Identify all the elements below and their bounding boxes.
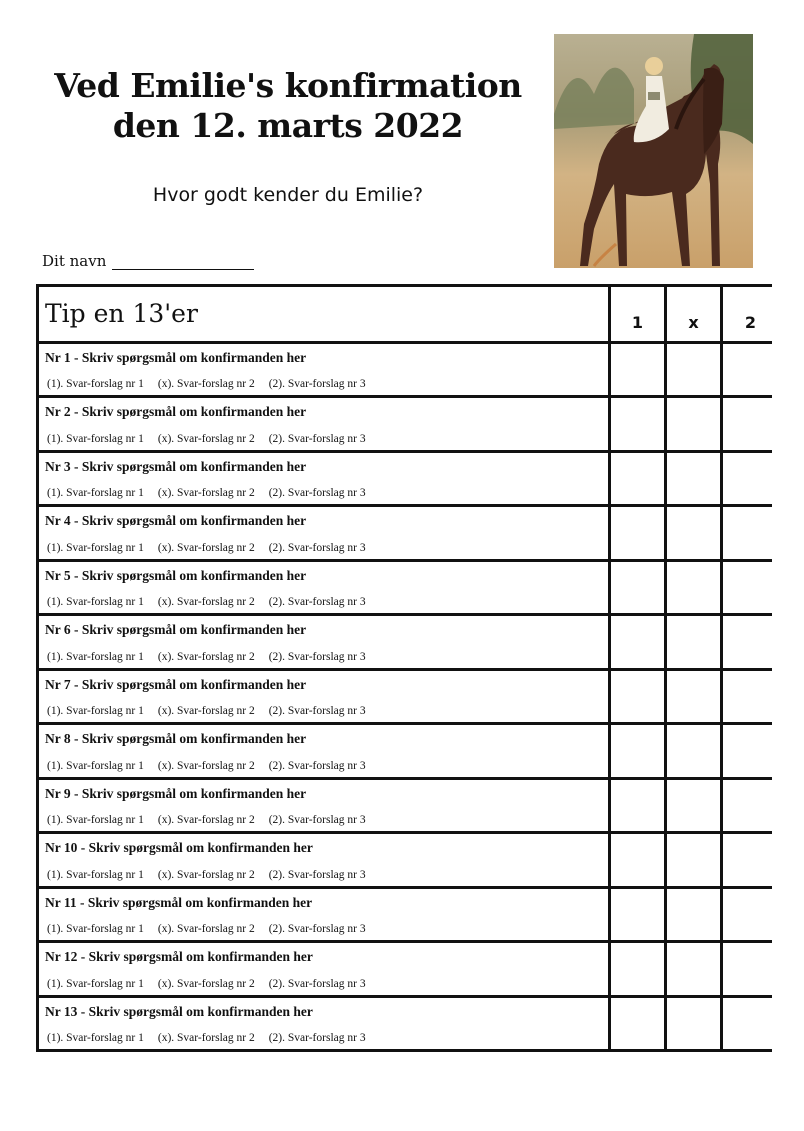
answer-box-x[interactable]	[667, 398, 720, 449]
answer-box-2[interactable]	[723, 834, 778, 885]
option-1: (1). Svar-forslag nr 1	[47, 977, 144, 990]
answer-box-1[interactable]	[611, 507, 664, 558]
answer-box-1[interactable]	[611, 562, 664, 613]
option-x: (x). Svar-forslag nr 2	[157, 977, 255, 990]
option-x: (x). Svar-forslag nr 2	[157, 650, 255, 663]
option-2: (2). Svar-forslag nr 3	[268, 1032, 366, 1044]
option-2: (2). Svar-forslag nr 3	[268, 487, 366, 500]
answer-box-1[interactable]	[611, 889, 664, 940]
question-text: Nr 5 - Skriv spørgsmål om konfirmanden her	[45, 567, 307, 583]
answer-box-2[interactable]	[723, 344, 778, 395]
answer-box-x[interactable]	[667, 616, 720, 667]
answer-box-1[interactable]	[611, 616, 664, 667]
option-2: (2). Svar-forslag nr 3	[268, 759, 366, 772]
answer-box-1[interactable]	[611, 943, 664, 994]
option-2: (2). Svar-forslag nr 3	[268, 705, 366, 718]
col-header-2: 2	[723, 287, 778, 341]
option-x: (x). Svar-forslag nr 2	[157, 923, 255, 936]
answer-box-2[interactable]	[723, 453, 778, 504]
answer-box-x[interactable]	[667, 507, 720, 558]
option-1: (1). Svar-forslag nr 1	[47, 378, 144, 391]
option-x: (x). Svar-forslag nr 2	[157, 868, 255, 881]
option-2: (2). Svar-forslag nr 3	[268, 650, 366, 663]
option-x: (x). Svar-forslag nr 2	[157, 596, 255, 609]
answer-box-2[interactable]	[723, 507, 778, 558]
option-1: (1). Svar-forslag nr 1	[47, 1032, 144, 1044]
option-x: (x). Svar-forslag nr 2	[157, 541, 255, 554]
option-2: (2). Svar-forslag nr 3	[268, 596, 366, 609]
option-x: (x). Svar-forslag nr 2	[157, 814, 255, 827]
answer-box-x[interactable]	[667, 889, 720, 940]
question-text: Nr 12 - Skriv spørgsmål om konfirmanden her	[45, 949, 313, 965]
answer-box-1[interactable]	[611, 780, 664, 831]
answer-box-x[interactable]	[667, 834, 720, 885]
question-text: Nr 1 - Skriv spørgsmål om konfirmanden her	[45, 350, 307, 365]
answer-box-1[interactable]	[611, 398, 664, 449]
answer-box-x[interactable]	[667, 998, 720, 1049]
option-2: (2). Svar-forslag nr 3	[268, 868, 366, 881]
answer-box-x[interactable]	[667, 453, 720, 504]
question-cell	[39, 562, 608, 613]
question-cell	[39, 344, 608, 395]
col-header-1: 1	[611, 287, 664, 341]
answer-box-2[interactable]	[723, 671, 778, 722]
answer-options	[47, 651, 366, 663]
answer-box-1[interactable]	[611, 998, 664, 1049]
question-text: Nr 6 - Skriv spørgsmål om konfirmanden her	[45, 622, 307, 638]
answer-options	[47, 487, 366, 499]
answer-box-2[interactable]	[723, 725, 778, 776]
option-2: (2). Svar-forslag nr 3	[268, 977, 366, 990]
answer-options	[47, 760, 366, 772]
answer-options	[47, 869, 366, 881]
answer-box-2[interactable]	[723, 562, 778, 613]
answer-box-x[interactable]	[667, 671, 720, 722]
question-text: Nr 3 - Skriv spørgsmål om konfirmanden her	[45, 458, 307, 474]
option-1: (1). Svar-forslag nr 1	[47, 923, 144, 936]
question-cell	[39, 616, 608, 667]
option-1: (1). Svar-forslag nr 1	[47, 650, 144, 663]
question-text: Nr 9 - Skriv spørgsmål om konfirmanden her	[45, 785, 307, 801]
answer-box-x[interactable]	[667, 943, 720, 994]
question-cell	[39, 780, 608, 831]
name-write-line[interactable]	[112, 255, 254, 270]
option-x: (x). Svar-forslag nr 2	[157, 1032, 255, 1044]
answer-box-1[interactable]	[611, 671, 664, 722]
option-1: (1). Svar-forslag nr 1	[47, 596, 144, 609]
question-text: Nr 11 - Skriv spørgsmål om konfirmanden her	[45, 894, 313, 910]
answer-box-1[interactable]	[611, 834, 664, 885]
question-text: Nr 13 - Skriv spørgsmål om konfirmanden her	[45, 1003, 313, 1019]
option-x: (x). Svar-forslag nr 2	[157, 432, 255, 445]
col-header-x: x	[667, 287, 720, 341]
option-1: (1). Svar-forslag nr 1	[47, 487, 144, 500]
answer-box-x[interactable]	[667, 562, 720, 613]
answer-options	[47, 705, 366, 717]
option-1: (1). Svar-forslag nr 1	[47, 759, 144, 772]
answer-options	[47, 433, 366, 445]
question-cell	[39, 725, 608, 776]
table-title: Tip en 13'er	[39, 287, 608, 341]
answer-options	[47, 978, 366, 990]
question-cell	[39, 453, 608, 504]
option-x: (x). Svar-forslag nr 2	[157, 487, 255, 500]
name-field	[42, 252, 254, 270]
page-subtitle: Hvor godt kender du Emilie?	[152, 184, 424, 206]
question-cell	[39, 943, 608, 994]
answer-box-2[interactable]	[723, 889, 778, 940]
option-2: (2). Svar-forslag nr 3	[268, 814, 366, 827]
answer-options	[47, 923, 366, 935]
photo-girl-on-horse	[554, 34, 753, 268]
answer-box-x[interactable]	[667, 725, 720, 776]
title-line-2: den 12. marts 2022	[112, 106, 464, 145]
answer-box-2[interactable]	[723, 780, 778, 831]
question-cell	[39, 507, 608, 558]
name-label: Dit navn	[42, 252, 107, 270]
answer-box-2[interactable]	[723, 943, 778, 994]
answer-box-x[interactable]	[667, 344, 720, 395]
answer-box-2[interactable]	[723, 398, 778, 449]
option-2: (2). Svar-forslag nr 3	[268, 923, 366, 936]
answer-options	[47, 814, 366, 826]
page-title	[40, 66, 536, 146]
answer-options	[47, 1032, 366, 1044]
answer-options	[47, 542, 366, 554]
option-1: (1). Svar-forslag nr 1	[47, 868, 144, 881]
answer-box-1[interactable]	[611, 344, 664, 395]
answer-box-2[interactable]	[723, 616, 778, 667]
option-2: (2). Svar-forslag nr 3	[268, 378, 366, 391]
question-cell	[39, 889, 608, 940]
tip-table	[36, 284, 772, 1052]
question-text: Nr 2 - Skriv spørgsmål om konfirmanden her	[45, 404, 307, 420]
answer-box-x[interactable]	[667, 780, 720, 831]
question-text: Nr 10 - Skriv spørgsmål om konfirmanden her	[45, 840, 313, 856]
title-line-1: Ved Emilie's konfirmation	[54, 66, 522, 105]
option-1: (1). Svar-forslag nr 1	[47, 432, 144, 445]
option-1: (1). Svar-forslag nr 1	[47, 814, 144, 827]
option-2: (2). Svar-forslag nr 3	[268, 432, 366, 445]
answer-box-1[interactable]	[611, 453, 664, 504]
option-x: (x). Svar-forslag nr 2	[157, 705, 255, 718]
option-1: (1). Svar-forslag nr 1	[47, 541, 144, 554]
answer-box-1[interactable]	[611, 725, 664, 776]
answer-box-2[interactable]	[723, 998, 778, 1049]
answer-options	[47, 596, 366, 608]
option-1: (1). Svar-forslag nr 1	[47, 705, 144, 718]
option-x: (x). Svar-forslag nr 2	[157, 759, 255, 772]
option-x: (x). Svar-forslag nr 2	[157, 378, 255, 391]
question-text: Nr 7 - Skriv spørgsmål om konfirmanden her	[45, 676, 307, 692]
question-text: Nr 8 - Skriv spørgsmål om konfirmanden her	[45, 731, 307, 747]
question-cell	[39, 998, 608, 1049]
question-cell	[39, 834, 608, 885]
question-cell	[39, 398, 608, 449]
question-text: Nr 4 - Skriv spørgsmål om konfirmanden her	[45, 513, 307, 529]
question-cell	[39, 671, 608, 722]
answer-options	[47, 378, 366, 390]
option-2: (2). Svar-forslag nr 3	[268, 541, 366, 554]
